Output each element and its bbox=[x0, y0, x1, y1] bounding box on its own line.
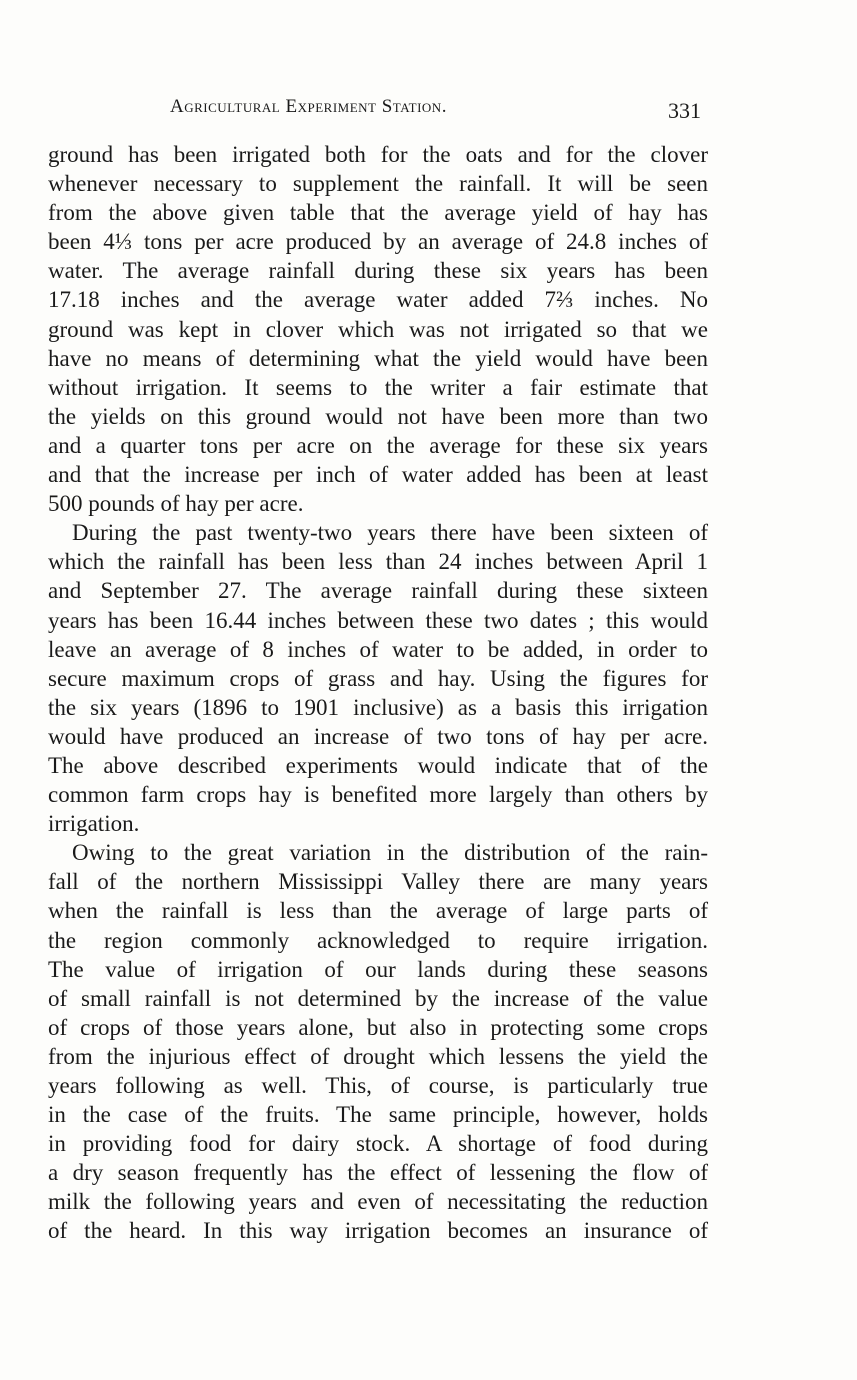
text-line: would have produced an increase of two tons of hay per acre. bbox=[48, 723, 708, 749]
text-line: the yields on this ground would not have been more than two bbox=[48, 403, 708, 429]
text-line: have no means of determining what the yield would have been bbox=[48, 345, 708, 371]
text-line: in providing food for dairy stock. A shortage of food during bbox=[48, 1131, 708, 1157]
page-number: 331 bbox=[668, 98, 701, 123]
text-line: ground has been irrigated both for the oats and for the clover bbox=[48, 142, 708, 167]
text-line: water. The average rainfall during these six years has been bbox=[48, 258, 708, 284]
text-line: a dry season frequently has the effect of lessening the flow of bbox=[48, 1160, 708, 1186]
text-line: of crops of those years alone, but also in protecting some crops bbox=[48, 1014, 708, 1040]
text-line: irrigation. bbox=[48, 811, 140, 837]
text-line: of small rainfall is not determined by the increase of the value bbox=[48, 985, 708, 1011]
text-line: the region commonly acknowledged to require irrigation. bbox=[48, 927, 708, 953]
text-line: The value of irrigation of our lands during these seasons bbox=[48, 956, 708, 982]
text-line: During the past twenty-two years there have been sixteen of bbox=[72, 520, 708, 546]
text-line: when the rainfall is less than the average of large parts of bbox=[48, 898, 708, 924]
text-line: secure maximum crops of grass and hay. Using the figures for bbox=[48, 665, 708, 691]
text-line: years following as well. This, of course, is particularly true bbox=[48, 1073, 708, 1098]
text-line: and that the increase per inch of water added has been at least bbox=[48, 462, 708, 488]
text-line: leave an average of 8 inches of water to be added, in order to bbox=[48, 636, 708, 662]
text-line: whenever necessary to supplement the rainfall. It will be seen bbox=[48, 171, 708, 197]
running-head: Agricultural Experiment Station. bbox=[170, 96, 447, 117]
text-line: of the heard. In this way irrigation becomes an insurance of bbox=[48, 1218, 708, 1244]
text-line: Owing to the great variation in the distribution of the rain- bbox=[72, 840, 708, 866]
text-line: fall of the northern Mississippi Valley there are many years bbox=[48, 869, 708, 895]
text-line: 17.18 inches and the average water added 7⅔ inches. No bbox=[48, 287, 708, 313]
text-line: been 4⅓ tons per acre produced by an average of 24.8 inches of bbox=[48, 229, 708, 255]
text-line: and a quarter tons per acre on the average for these six years bbox=[48, 432, 708, 458]
text-line: the six years (1896 to 1901 inclusive) as a basis this irrigation bbox=[48, 694, 708, 720]
text-line: in the case of the fruits. The same principle, however, holds bbox=[48, 1102, 708, 1128]
text-line: The above described experiments would indicate that of the bbox=[48, 752, 708, 778]
body-text bbox=[48, 140, 708, 1246]
paragraph-3 bbox=[48, 838, 708, 1245]
text-line: and September 27. The average rainfall during these sixteen bbox=[48, 578, 708, 604]
text-line: milk the following years and even of necessitating the reduction bbox=[48, 1189, 708, 1215]
text-line: from the injurious effect of drought which lessens the yield the bbox=[48, 1043, 708, 1069]
text-line: which the rainfall has been less than 24 inches between April 1 bbox=[48, 549, 708, 575]
text-line: from the above given table that the average yield of hay has bbox=[48, 200, 708, 226]
text-line: years has been 16.44 inches between these two dates ; this would bbox=[48, 607, 708, 633]
text-line: without irrigation. It seems to the writer a fair estimate that bbox=[48, 374, 708, 400]
paragraph-2 bbox=[48, 518, 708, 838]
paragraph-1 bbox=[48, 140, 708, 518]
text-line: ground was kept in clover which was not irrigated so that we bbox=[48, 316, 708, 342]
text-line: common farm crops hay is benefited more largely than others by bbox=[48, 782, 708, 808]
text-line: 500 pounds of hay per acre. bbox=[48, 491, 304, 517]
